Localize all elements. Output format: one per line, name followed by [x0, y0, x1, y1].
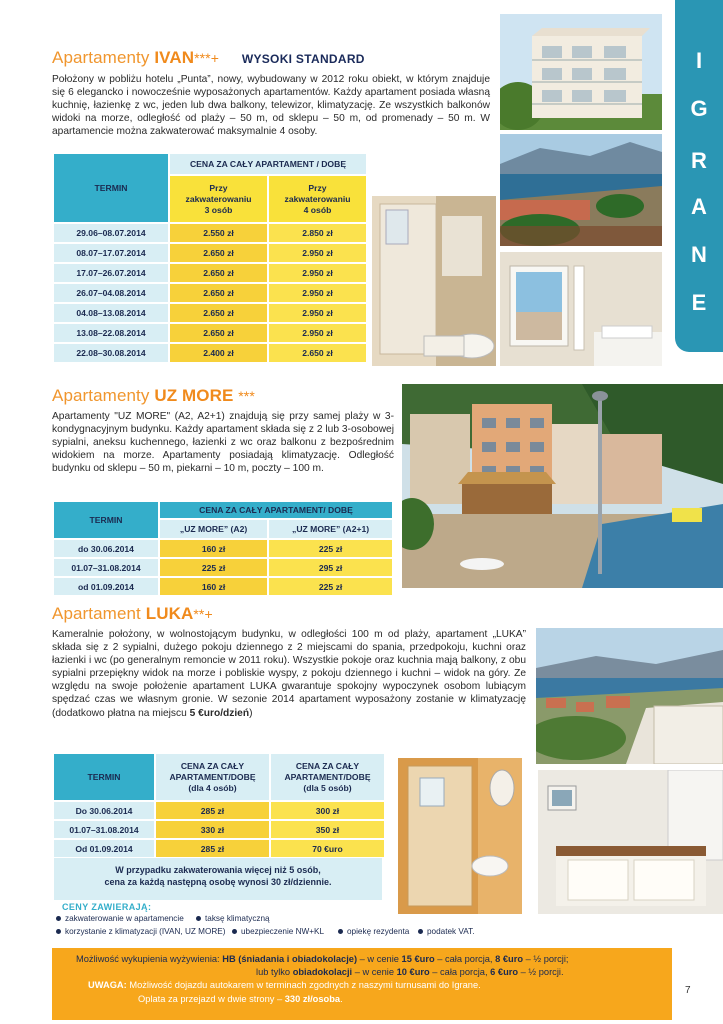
luka-title-light: Apartament — [52, 604, 141, 623]
ivan-standard-tag: WYSOKI STANDARD — [241, 52, 365, 66]
table-cell-price: 2.550 zł — [170, 224, 267, 242]
table-row-term: 17.07–26.07.2014 — [54, 264, 168, 282]
table-row-term: 13.08–22.08.2014 — [54, 324, 168, 342]
side-letter: G — [690, 96, 708, 121]
table-row-term: 01.07–31.08.2014 — [54, 821, 154, 838]
uzmore-title-light: Apartamenty — [52, 386, 150, 405]
ivan-sea-view-photo — [500, 134, 662, 246]
side-letter: A — [691, 194, 707, 219]
table-cell-price: 225 zł — [160, 559, 267, 576]
table-cell-price: 330 zł — [156, 821, 269, 838]
table-row-term: od 01.09.2014 — [54, 578, 158, 595]
includes-item: korzystanie z klimatyzacji (IVAN, UZ MORE) — [56, 927, 225, 936]
side-tab-igrane — [675, 0, 723, 352]
table-cell-price: 295 zł — [269, 559, 392, 576]
meals-hb-line: Możliwość wykupienia wyżywienia: HB (śniadania i obiadokolacje) – w cenie 15 €uro – cała porcja, 8 €uro – ½ porcji; — [76, 954, 569, 964]
table-cell-price: 285 zł — [156, 840, 269, 857]
luka-term-header: TERMIN — [54, 754, 154, 800]
table-cell-price: 2.950 zł — [269, 304, 366, 322]
uzmore-heading — [52, 386, 255, 406]
ivan-description: Położony w pobliżu hotelu „Punta”, nowy, wybudowany w 2012 roku obiekt, w którym znajduje się 6 elegancko i nowocześnie wyposażonych apartamentów. Każdy apartament posiada własną kuchnię, łazienkę z wc, jeden lub dwa balkony, telewizor, klimatyzację. Ze wszystkich balkonów widoki na morze, odległość od plaży – 50 m, od sklepu – 50 m, od promenady – 50 m. W apartamencie można zakwaterować maksymalnie 4 osoby. — [52, 74, 490, 138]
side-letter: I — [695, 48, 703, 73]
table-row-term: 01.07–31.08.2014 — [54, 559, 158, 576]
luka-extra-person-note — [54, 858, 382, 900]
table-cell-price: 2.650 zł — [170, 324, 267, 342]
table-cell-price: 2.950 zł — [269, 284, 366, 302]
includes-item: ubezpieczenie NW+KL — [232, 927, 324, 936]
uzmore-price-table — [52, 500, 394, 597]
uzmore-group-header: CENA ZA CAŁY APARTAMENT/ DOBĘ — [160, 502, 392, 518]
table-cell-price: 2.650 zł — [170, 284, 267, 302]
table-cell-price: 2.850 zł — [269, 224, 366, 242]
table-row-term: 08.07–17.07.2014 — [54, 244, 168, 262]
luka-town-view-photo — [536, 628, 723, 764]
side-letter: E — [691, 290, 707, 315]
ivan-price-table — [52, 152, 368, 364]
ivan-heading — [52, 48, 365, 68]
table-cell-price: 350 zł — [271, 821, 384, 838]
luka-bathroom-photo — [398, 758, 522, 914]
table-cell-price: 225 zł — [269, 540, 392, 557]
meals-transport-info-box — [52, 948, 672, 1020]
ivan-building-photo — [500, 14, 662, 130]
uzmore-beach-photo — [402, 384, 723, 588]
ivan-group-header: CENA ZA CAŁY APARTAMENT / DOBĘ — [170, 154, 366, 174]
ivan-stars: ***+ — [194, 50, 219, 66]
includes-title: CENY ZAWIERAJĄ: — [62, 902, 152, 912]
table-cell-price: 2.650 zł — [170, 264, 267, 282]
table-row-term: 04.08–13.08.2014 — [54, 304, 168, 322]
includes-item: podatek VAT. — [418, 927, 474, 936]
table-row-term: Od 01.09.2014 — [54, 840, 154, 857]
ivan-title-bold: IVAN — [154, 48, 195, 67]
uzmore-title-bold: UZ MORE — [154, 386, 234, 405]
uzmore-col-a21-header: „UZ MORE” (A2+1) — [269, 520, 392, 538]
uzmore-stars: *** — [238, 388, 255, 404]
table-cell-price: 225 zł — [269, 578, 392, 595]
table-cell-price: 2.650 zł — [170, 244, 267, 262]
luka-ac-price: 5 €uro/dzień — [189, 707, 250, 719]
luka-heading — [52, 604, 213, 624]
ivan-term-header: TERMIN — [54, 154, 168, 222]
luka-col-4-header: CENA ZA CAŁY APARTAMENT/DOBĘ (dla 4 osób) — [156, 754, 269, 800]
luka-price-table — [52, 752, 386, 859]
ivan-bedroom-photo — [500, 252, 662, 366]
uzmore-term-header: TERMIN — [54, 502, 158, 538]
note-line-2: cena za każdą następną osobę wynosi 30 zł/dziennie. — [104, 877, 332, 887]
ivan-title-light: Apartamenty — [52, 48, 150, 67]
luka-col-5-header: CENA ZA CAŁY APARTAMENT/DOBĘ (dla 5 osób) — [271, 754, 384, 800]
uzmore-description: Apartamenty "UZ MORE" (A2, A2+1) znajdują się przy samej plaży w 3-kondygnacyjnym budynku. Każdy apartament składa się z 2 lub 3-osobowej sypialni, aneksu kuchennego, łazienki z wc oraz balkonu z bezpośrednim widokiem na morze. Apartamenty posiadają klimatyzację. Odległość budynku od sklepu – 50 m, piekarni – 10 m, poczty – 100 m. — [52, 411, 394, 475]
table-row-term: do 30.06.2014 — [54, 540, 158, 557]
table-row-term: 22.08–30.08.2014 — [54, 344, 168, 362]
table-cell-price: 160 zł — [160, 540, 267, 557]
ivan-bathroom-photo — [372, 196, 496, 366]
table-row-term: 29.06–08.07.2014 — [54, 224, 168, 242]
includes-item: opiekę rezydenta — [338, 927, 409, 936]
note-line-1: W przypadku zakwaterowania więcej niż 5 osób, — [115, 865, 321, 875]
table-cell-price: 2.950 zł — [269, 244, 366, 262]
luka-title-bold: LUKA — [145, 604, 194, 623]
table-row-term: 26.07–04.08.2014 — [54, 284, 168, 302]
table-cell-price: 2.950 zł — [269, 264, 366, 282]
side-letter: R — [691, 148, 707, 173]
uzmore-col-a2-header: „UZ MORE” (A2) — [160, 520, 267, 538]
table-cell-price: 2.650 zł — [170, 304, 267, 322]
table-cell-price: 160 zł — [160, 578, 267, 595]
luka-bedroom-photo — [538, 770, 723, 914]
table-row-term: Do 30.06.2014 — [54, 802, 154, 819]
table-cell-price: 2.400 zł — [170, 344, 267, 362]
includes-item: zakwaterowanie w apartamencie — [56, 914, 184, 923]
ivan-col-4-header: Przy zakwaterowaniu 4 osób — [269, 176, 366, 222]
ivan-col-3-header: Przy zakwaterowaniu 3 osób — [170, 176, 267, 222]
includes-item: taksę klimatyczną — [196, 914, 270, 923]
table-cell-price: 300 zł — [271, 802, 384, 819]
luka-stars: **+ — [193, 606, 213, 622]
page-number: 7 — [685, 985, 691, 996]
side-letter: N — [691, 242, 707, 267]
table-cell-price: 2.650 zł — [269, 344, 366, 362]
transport-note-line: UWAGA: Możliwość dojazdu autokarem w terminach zgodnych z naszymi turnusami do Igrane. — [88, 980, 481, 990]
table-cell-price: 285 zł — [156, 802, 269, 819]
table-cell-price: 70 €uro — [271, 840, 384, 857]
transport-price-line: Oplata za przejazd w dwie strony – 330 zł/osoba. — [138, 994, 343, 1004]
luka-description: Kameralnie położony, w wolnostojącym budynku, w odległości 100 m od plaży, apartament „LUKA” składa się z 2 sypialni, dużego pokoju dziennego z 2 miejscami do spania, przedpokoju, kuchni oraz łazienki i wc (po generalnym remoncie w 2011 roku). Wszystkie pokoje oraz kuchnia mają balkony, z obu sypialni przepiękny widok na morze i pobliskie wyspy, z pokoju dziennego i kuchni – widok na góry. Ze względu na swoje położenie apartament LUKA gwarantuje spokojny wypoczynek osobom lubiącym spędzać czas we własnym gronie. W sezonie 2014 apartament wyposażony zostanie w klimatyzację (dodatkowo płatna na miejscu 5 €uro/dzień) — [52, 629, 526, 719]
table-cell-price: 2.950 zł — [269, 324, 366, 342]
meals-dinner-line: lub tylko obiadokolacji – w cenie 10 €uro – cała porcja, 6 €uro – ½ porcji. — [256, 967, 564, 977]
